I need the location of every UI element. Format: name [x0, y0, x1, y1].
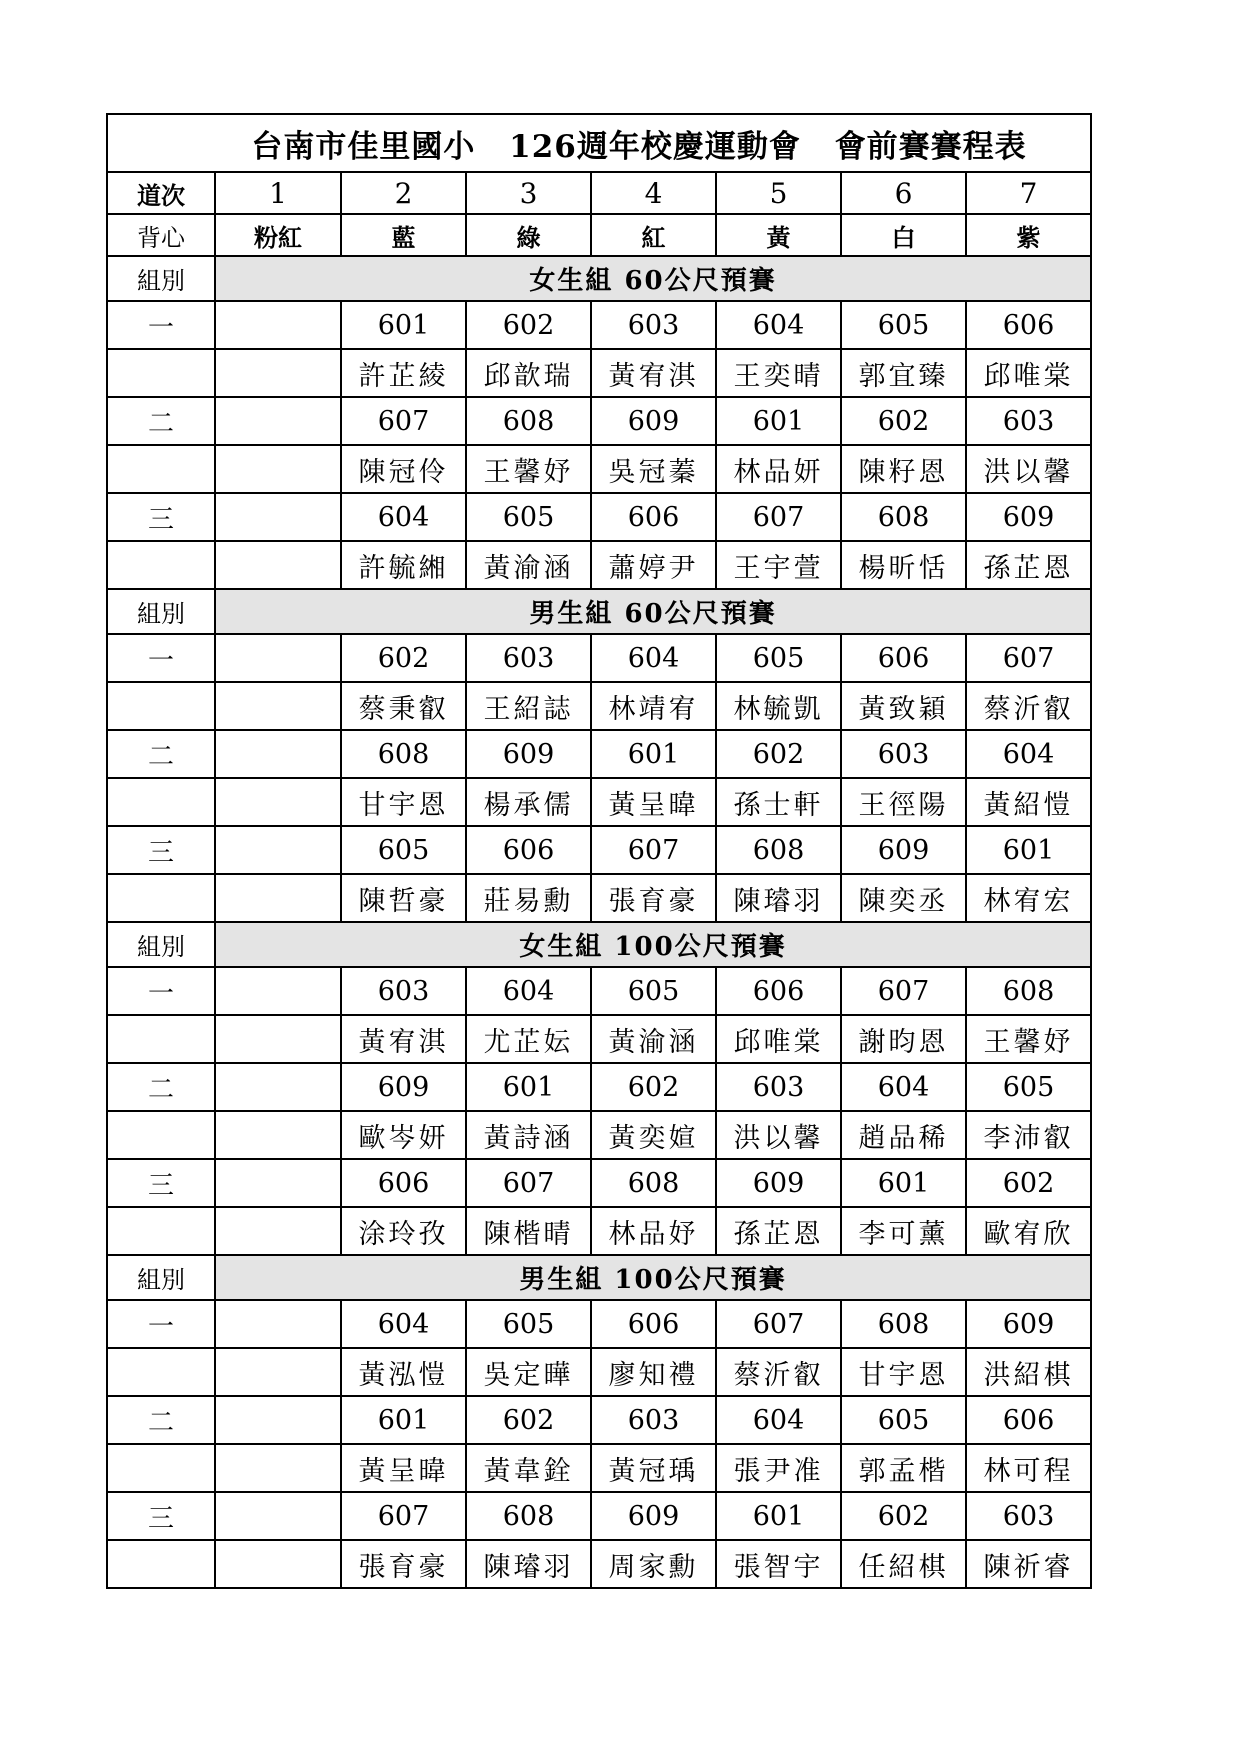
class-cell: 607 [716, 1300, 841, 1348]
athlete-name: 黃致穎 [841, 682, 966, 730]
class-cell: 609 [591, 1492, 716, 1540]
athlete-name: 莊易勳 [466, 874, 591, 922]
class-cell: 608 [466, 1492, 591, 1540]
athlete-name: 黃韋銓 [466, 1444, 591, 1492]
section-header-row [107, 1255, 1091, 1300]
section-title: 女生組 60公尺預賽 [215, 256, 1091, 301]
athlete-name: 張尹准 [716, 1444, 841, 1492]
class-cell: 601 [591, 730, 716, 778]
class-cell: 608 [841, 493, 966, 541]
athlete-name: 黃詩涵 [466, 1111, 591, 1159]
class-cell: 606 [341, 1159, 466, 1207]
heat-number: 二 [107, 397, 215, 445]
athlete-name [215, 541, 341, 589]
class-cell: 604 [966, 730, 1091, 778]
empty-cell [107, 1348, 215, 1396]
athlete-name: 吳冠蓁 [591, 445, 716, 493]
class-cell: 604 [466, 967, 591, 1015]
athlete-name: 林可程 [966, 1444, 1091, 1492]
title-doc: 會前賽賽程表 [834, 128, 1027, 165]
heat-class-row [107, 1300, 1091, 1348]
class-cell: 603 [966, 397, 1091, 445]
athlete-name: 邱歆瑞 [466, 349, 591, 397]
empty-cell [107, 682, 215, 730]
class-cell: 605 [966, 1063, 1091, 1111]
athlete-name: 黃宥淇 [341, 1015, 466, 1063]
lane-number: 5 [716, 172, 841, 214]
athlete-name: 林品妤 [591, 1207, 716, 1255]
class-cell: 606 [591, 493, 716, 541]
heat-number: 一 [107, 967, 215, 1015]
athlete-name: 陳璿羽 [716, 874, 841, 922]
athlete-name [215, 682, 341, 730]
athlete-name: 邱唯棠 [716, 1015, 841, 1063]
athlete-name: 黃冠瑀 [591, 1444, 716, 1492]
class-cell [215, 1396, 341, 1444]
athlete-name: 王馨妤 [966, 1015, 1091, 1063]
athlete-name: 陳哲豪 [341, 874, 466, 922]
bib-color: 黃 [716, 214, 841, 256]
heat-class-row [107, 826, 1091, 874]
heat-number: 一 [107, 301, 215, 349]
bib-color: 白 [841, 214, 966, 256]
bib-color: 紅 [591, 214, 716, 256]
athlete-name: 黃渝涵 [466, 541, 591, 589]
section-title: 男生組 100公尺預賽 [215, 1255, 1091, 1300]
class-cell: 609 [716, 1159, 841, 1207]
heat-number: 一 [107, 634, 215, 682]
class-cell: 602 [841, 397, 966, 445]
lane-number: 3 [466, 172, 591, 214]
class-cell: 607 [466, 1159, 591, 1207]
heat-class-row [107, 1063, 1091, 1111]
athlete-name [215, 445, 341, 493]
heat-class-row [107, 730, 1091, 778]
class-cell: 609 [341, 1063, 466, 1111]
heat-name-row [107, 349, 1091, 397]
heat-name-row [107, 778, 1091, 826]
athlete-name: 蔡沂叡 [966, 682, 1091, 730]
class-cell [215, 826, 341, 874]
heat-name-row [107, 874, 1091, 922]
athlete-name: 王紹誌 [466, 682, 591, 730]
class-cell: 605 [841, 301, 966, 349]
heat-name-row [107, 1348, 1091, 1396]
heat-name-row [107, 1111, 1091, 1159]
athlete-name: 林毓凱 [716, 682, 841, 730]
athlete-name: 林宥宏 [966, 874, 1091, 922]
class-cell: 606 [591, 1300, 716, 1348]
athlete-name: 任紹棋 [841, 1540, 966, 1588]
bib-color: 綠 [466, 214, 591, 256]
title-event: 126週年校慶運動會 [509, 128, 801, 165]
section-title: 女生組 100公尺預賽 [215, 922, 1091, 967]
athlete-name: 甘宇恩 [841, 1348, 966, 1396]
class-cell: 603 [466, 634, 591, 682]
class-cell: 601 [966, 826, 1091, 874]
athlete-name: 趙品稀 [841, 1111, 966, 1159]
athlete-name: 洪以馨 [716, 1111, 841, 1159]
class-cell: 601 [716, 1492, 841, 1540]
class-cell: 606 [966, 1396, 1091, 1444]
class-cell: 608 [466, 397, 591, 445]
athlete-name: 尤芷妘 [466, 1015, 591, 1063]
class-cell: 602 [341, 634, 466, 682]
athlete-name: 楊昕恬 [841, 541, 966, 589]
page-title [107, 114, 1091, 172]
athlete-name: 郭宜臻 [841, 349, 966, 397]
class-cell: 606 [841, 634, 966, 682]
class-cell: 609 [966, 493, 1091, 541]
class-cell [215, 1300, 341, 1348]
bib-color: 粉紅 [215, 214, 341, 256]
heat-number: 二 [107, 730, 215, 778]
athlete-name: 孫芷恩 [966, 541, 1091, 589]
athlete-name: 歐宥欣 [966, 1207, 1091, 1255]
athlete-name: 邱唯棠 [966, 349, 1091, 397]
heat-number: 三 [107, 1159, 215, 1207]
lane-number: 2 [341, 172, 466, 214]
athlete-name: 許芷綾 [341, 349, 466, 397]
athlete-name: 洪紹棋 [966, 1348, 1091, 1396]
class-cell: 604 [716, 1396, 841, 1444]
class-cell: 607 [716, 493, 841, 541]
athlete-name: 黃呈暐 [591, 778, 716, 826]
class-cell: 601 [716, 397, 841, 445]
class-cell: 605 [841, 1396, 966, 1444]
class-cell: 601 [341, 1396, 466, 1444]
athlete-name: 許毓緗 [341, 541, 466, 589]
class-cell: 606 [716, 967, 841, 1015]
class-cell: 602 [716, 730, 841, 778]
athlete-name: 黃呈暐 [341, 1444, 466, 1492]
athlete-name: 黃渝涵 [591, 1015, 716, 1063]
athlete-name: 廖知禮 [591, 1348, 716, 1396]
athlete-name: 孫士軒 [716, 778, 841, 826]
athlete-name [215, 874, 341, 922]
heat-class-row [107, 397, 1091, 445]
heat-name-row [107, 1015, 1091, 1063]
lane-number: 6 [841, 172, 966, 214]
class-cell [215, 1063, 341, 1111]
class-cell: 606 [466, 826, 591, 874]
athlete-name: 陳冠伶 [341, 445, 466, 493]
heat-number: 二 [107, 1396, 215, 1444]
bib-color-row [107, 214, 1091, 256]
athlete-name [215, 349, 341, 397]
class-cell: 603 [341, 967, 466, 1015]
group-label: 組別 [107, 256, 215, 301]
class-cell [215, 967, 341, 1015]
empty-cell [107, 1540, 215, 1588]
athlete-name: 涂玲孜 [341, 1207, 466, 1255]
class-cell: 604 [341, 493, 466, 541]
class-cell: 605 [341, 826, 466, 874]
class-cell: 607 [341, 397, 466, 445]
athlete-name: 王奕晴 [716, 349, 841, 397]
lane-header-row [107, 172, 1091, 214]
class-cell: 602 [841, 1492, 966, 1540]
athlete-name: 陳璿羽 [466, 1540, 591, 1588]
lane-number: 7 [966, 172, 1091, 214]
empty-cell [107, 874, 215, 922]
empty-cell [107, 1207, 215, 1255]
athlete-name: 黃泓愷 [341, 1348, 466, 1396]
class-cell: 607 [341, 1492, 466, 1540]
class-cell: 608 [966, 967, 1091, 1015]
heat-name-row [107, 1540, 1091, 1588]
class-cell: 604 [341, 1300, 466, 1348]
heat-number: 三 [107, 493, 215, 541]
class-cell: 602 [591, 1063, 716, 1111]
athlete-name: 陳籽恩 [841, 445, 966, 493]
empty-cell [107, 778, 215, 826]
class-cell: 608 [341, 730, 466, 778]
athlete-name: 甘宇恩 [341, 778, 466, 826]
athlete-name [215, 1444, 341, 1492]
heat-class-row [107, 634, 1091, 682]
class-cell: 607 [966, 634, 1091, 682]
bib-label: 背心 [107, 214, 215, 256]
class-cell: 603 [591, 1396, 716, 1444]
athlete-name: 王徑陽 [841, 778, 966, 826]
athlete-name: 張育豪 [341, 1540, 466, 1588]
group-label: 組別 [107, 589, 215, 634]
lane-label: 道次 [107, 172, 215, 214]
class-cell [215, 397, 341, 445]
athlete-name [215, 1015, 341, 1063]
heat-class-row [107, 301, 1091, 349]
group-label: 組別 [107, 922, 215, 967]
heat-number: 三 [107, 826, 215, 874]
heat-name-row [107, 1207, 1091, 1255]
heat-number: 三 [107, 1492, 215, 1540]
class-cell: 607 [591, 826, 716, 874]
class-cell: 601 [466, 1063, 591, 1111]
athlete-name: 李沛叡 [966, 1111, 1091, 1159]
class-cell: 608 [716, 826, 841, 874]
heat-number: 二 [107, 1063, 215, 1111]
athlete-name [215, 1111, 341, 1159]
class-cell: 608 [591, 1159, 716, 1207]
athlete-name: 蔡沂叡 [716, 1348, 841, 1396]
class-cell: 609 [466, 730, 591, 778]
class-cell: 604 [716, 301, 841, 349]
athlete-name: 黃宥淇 [591, 349, 716, 397]
heat-name-row [107, 445, 1091, 493]
athlete-name: 陳奕丞 [841, 874, 966, 922]
section-header-row [107, 922, 1091, 967]
athlete-name: 吳定曄 [466, 1348, 591, 1396]
athlete-name: 洪以馨 [966, 445, 1091, 493]
class-cell: 604 [591, 634, 716, 682]
athlete-name [215, 1540, 341, 1588]
class-cell: 603 [591, 301, 716, 349]
empty-cell [107, 541, 215, 589]
class-cell: 609 [591, 397, 716, 445]
heat-class-row [107, 1396, 1091, 1444]
class-cell: 603 [841, 730, 966, 778]
title-school: 台南市佳里國小 [251, 128, 476, 165]
class-cell [215, 301, 341, 349]
class-cell: 605 [466, 493, 591, 541]
empty-cell [107, 1444, 215, 1492]
athlete-name: 林品妍 [716, 445, 841, 493]
class-cell: 605 [591, 967, 716, 1015]
class-cell: 603 [966, 1492, 1091, 1540]
athlete-name: 黃奕媗 [591, 1111, 716, 1159]
section-header-row [107, 256, 1091, 301]
athlete-name: 黃紹愷 [966, 778, 1091, 826]
class-cell [215, 1492, 341, 1540]
class-cell [215, 1159, 341, 1207]
class-cell: 606 [966, 301, 1091, 349]
heat-class-row [107, 493, 1091, 541]
heat-class-row [107, 1492, 1091, 1540]
bib-color: 藍 [341, 214, 466, 256]
group-label: 組別 [107, 1255, 215, 1300]
heat-name-row [107, 682, 1091, 730]
class-cell: 602 [466, 1396, 591, 1444]
section-title: 男生組 60公尺預賽 [215, 589, 1091, 634]
athlete-name: 王馨妤 [466, 445, 591, 493]
athlete-name: 張智宇 [716, 1540, 841, 1588]
athlete-name: 陳祈睿 [966, 1540, 1091, 1588]
athlete-name [215, 1207, 341, 1255]
class-cell [215, 634, 341, 682]
athlete-name: 歐岑妍 [341, 1111, 466, 1159]
class-cell: 603 [716, 1063, 841, 1111]
heat-name-row [107, 1444, 1091, 1492]
schedule-table [106, 113, 1092, 1589]
athlete-name: 郭孟楷 [841, 1444, 966, 1492]
athlete-name: 張育豪 [591, 874, 716, 922]
athlete-name [215, 778, 341, 826]
lane-number: 4 [591, 172, 716, 214]
heat-class-row [107, 1159, 1091, 1207]
bib-color: 紫 [966, 214, 1091, 256]
class-cell: 601 [841, 1159, 966, 1207]
lane-number: 1 [215, 172, 341, 214]
athlete-name: 陳楷晴 [466, 1207, 591, 1255]
athlete-name: 王宇萱 [716, 541, 841, 589]
athlete-name: 李可薰 [841, 1207, 966, 1255]
empty-cell [107, 1015, 215, 1063]
class-cell [215, 730, 341, 778]
athlete-name: 蔡秉叡 [341, 682, 466, 730]
heat-name-row [107, 541, 1091, 589]
class-cell: 605 [466, 1300, 591, 1348]
class-cell: 609 [966, 1300, 1091, 1348]
heat-number: 一 [107, 1300, 215, 1348]
athlete-name: 蕭婷尹 [591, 541, 716, 589]
athlete-name: 孫芷恩 [716, 1207, 841, 1255]
class-cell: 607 [841, 967, 966, 1015]
class-cell: 602 [466, 301, 591, 349]
class-cell: 608 [841, 1300, 966, 1348]
class-cell: 601 [341, 301, 466, 349]
athlete-name [215, 1348, 341, 1396]
empty-cell [107, 445, 215, 493]
class-cell: 605 [716, 634, 841, 682]
athlete-name: 林靖宥 [591, 682, 716, 730]
heat-class-row [107, 967, 1091, 1015]
section-header-row [107, 589, 1091, 634]
athlete-name: 楊承儒 [466, 778, 591, 826]
empty-cell [107, 1111, 215, 1159]
class-cell: 604 [841, 1063, 966, 1111]
class-cell: 609 [841, 826, 966, 874]
empty-cell [107, 349, 215, 397]
class-cell: 602 [966, 1159, 1091, 1207]
class-cell [215, 493, 341, 541]
athlete-name: 周家勳 [591, 1540, 716, 1588]
athlete-name: 謝昀恩 [841, 1015, 966, 1063]
